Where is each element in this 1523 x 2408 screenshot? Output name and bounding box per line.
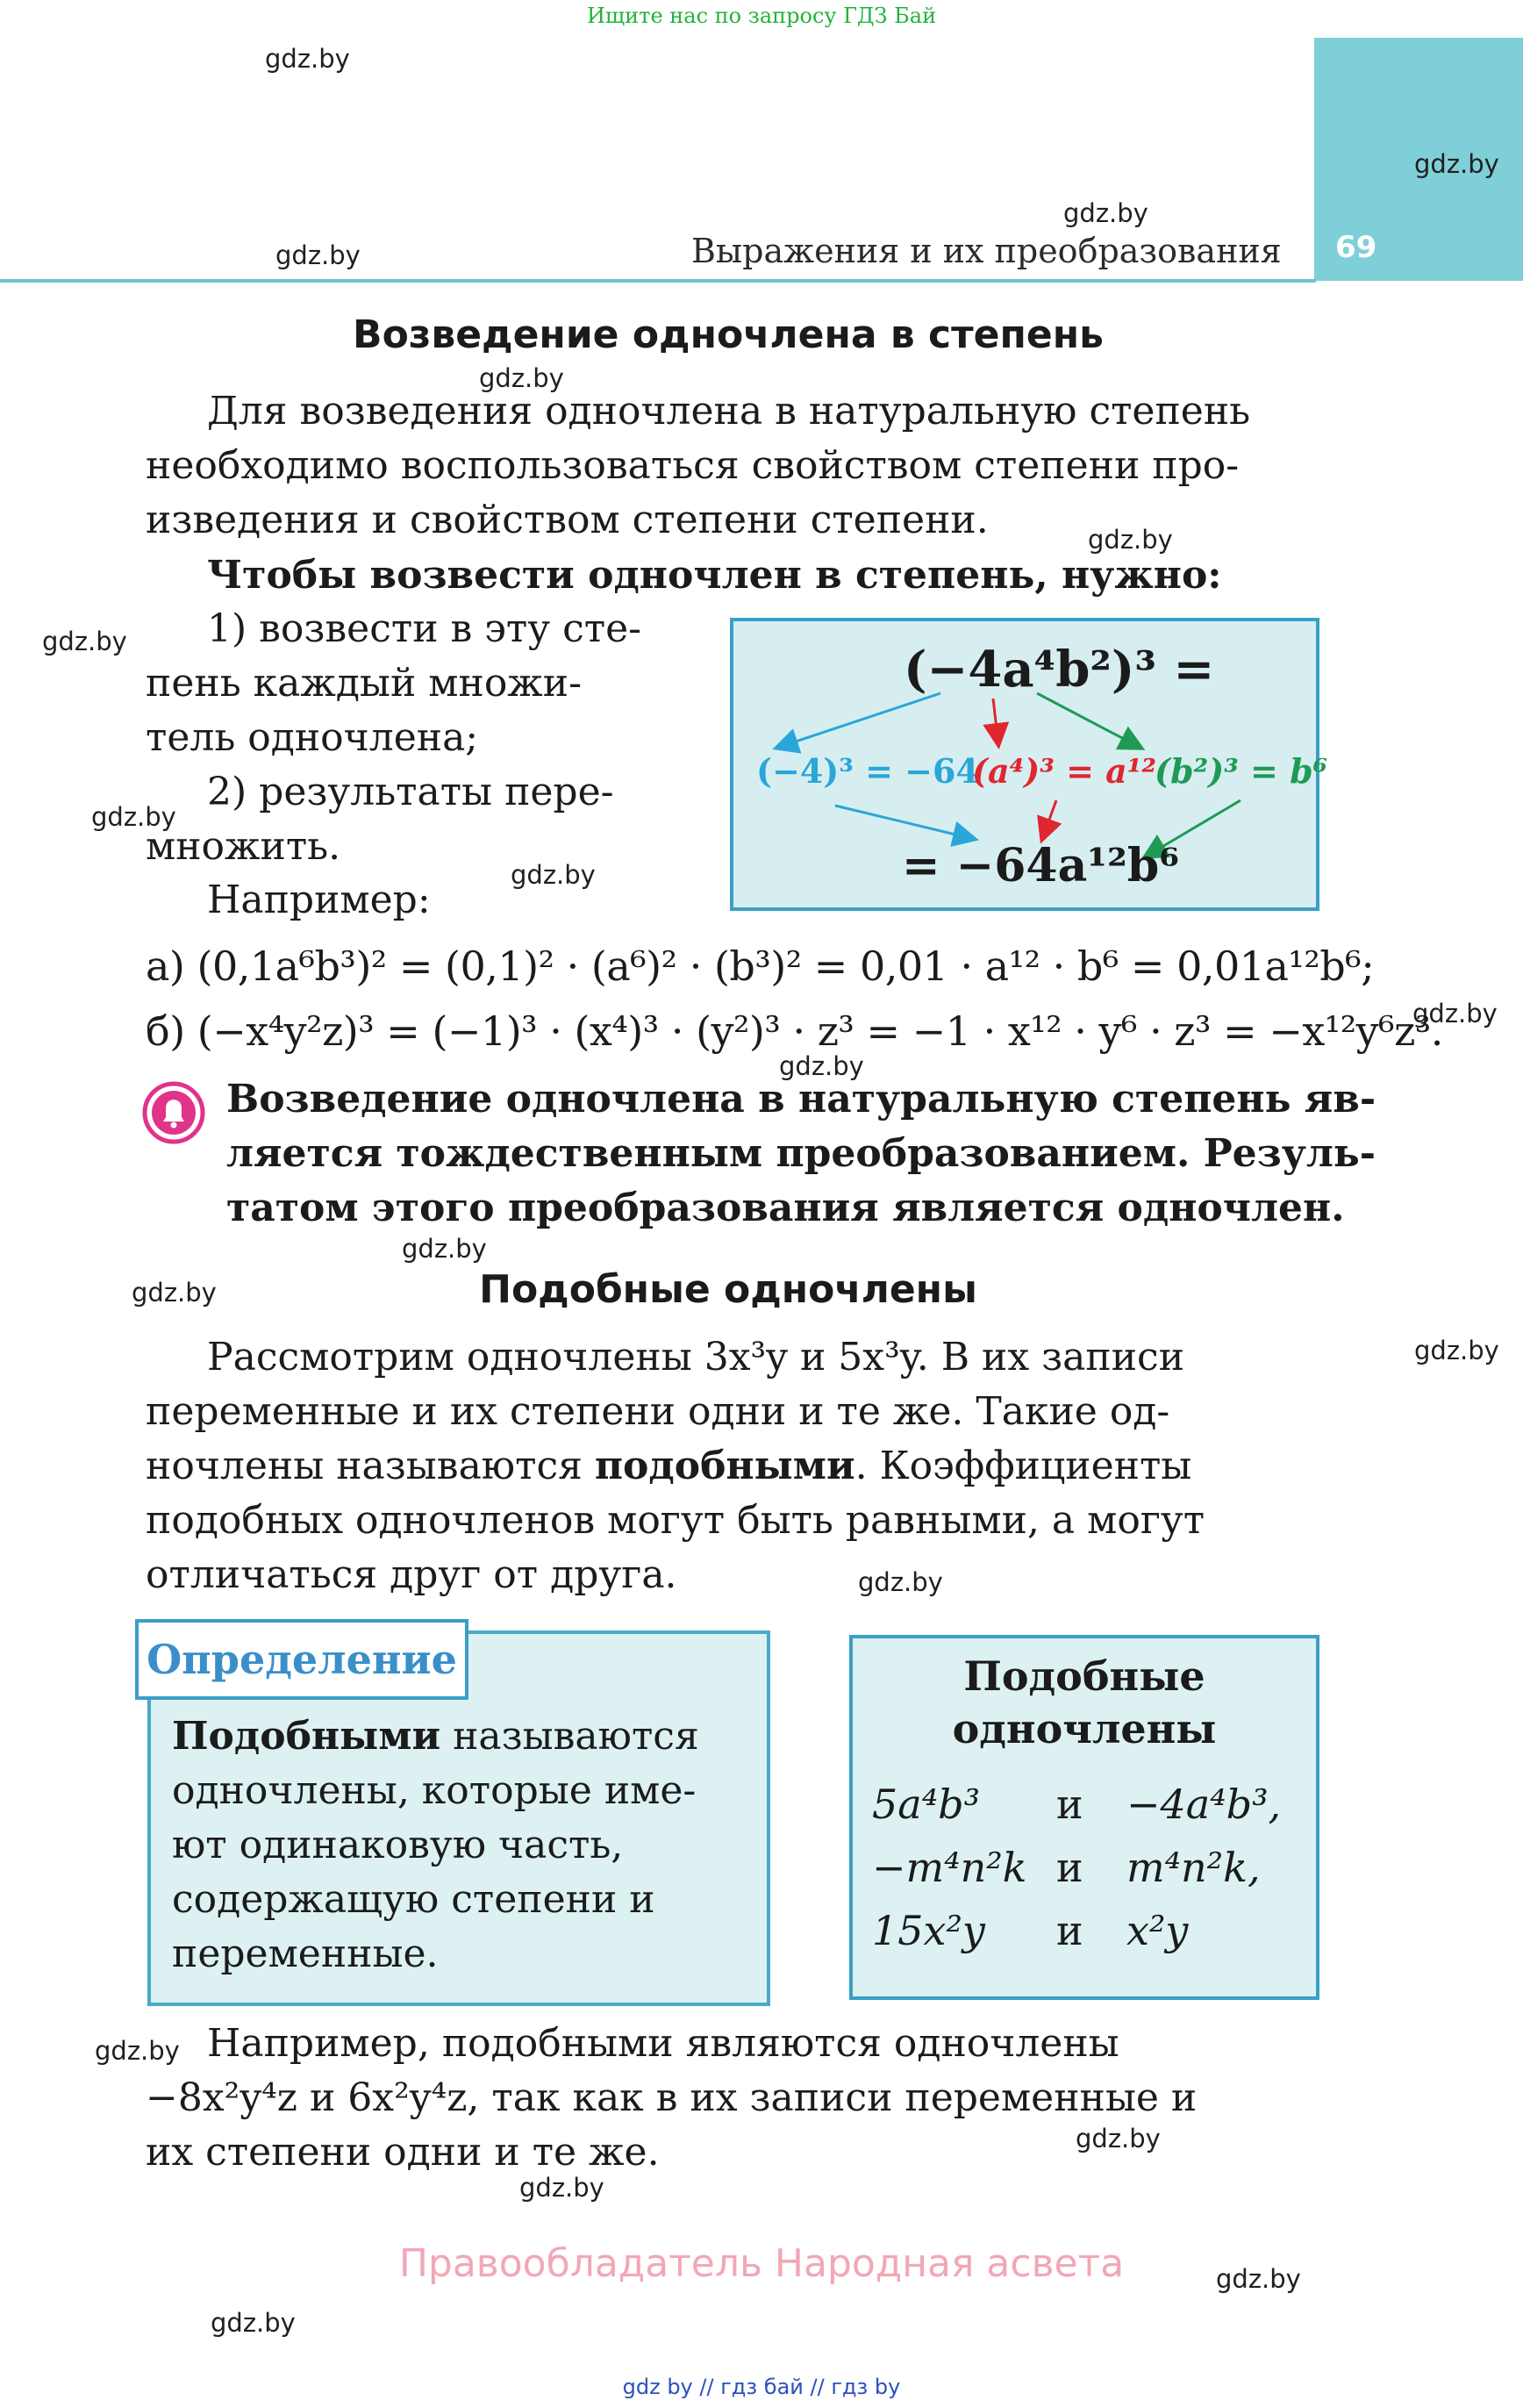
definition-line: Подобными называются	[172, 1714, 699, 1759]
similar-left: 5a⁴b³	[872, 1781, 981, 1828]
copyright-footer: Правообладатель Народная асвета	[398, 2241, 1125, 2286]
diagram-top-expr: (−4a⁴b²)³ =	[904, 641, 1215, 699]
step-line: пень каждый множи-	[146, 661, 582, 706]
similar-title-line: Подобные	[963, 1652, 1205, 1700]
bell-icon	[142, 1081, 205, 1144]
intro-line: необходимо воспользоваться свойством степени про-	[146, 443, 1240, 488]
watermark: gdz.by	[519, 2173, 604, 2203]
bold-term: Подобными	[172, 1714, 441, 1759]
diagram-left-expr: (−4)³ = −64	[756, 751, 979, 791]
section2-paragraph	[146, 1330, 1314, 1602]
watermark: gdz.by	[1414, 149, 1499, 179]
watermark: gdz.by	[275, 240, 361, 270]
closing-paragraph	[146, 2017, 1314, 2180]
intro-paragraph	[146, 384, 1314, 548]
diagram-right-expr: (b²)³ = b⁶	[1155, 751, 1328, 791]
diagram-result: = −64a¹²b⁶	[902, 839, 1179, 892]
step-line: множить.	[146, 824, 341, 869]
bottom-links[interactable]: gdz by // гдз бай // гдз by	[622, 2375, 901, 2399]
watermark: gdz.by	[1088, 525, 1173, 555]
note-line: татом этого преобразования является одночлен.	[226, 1186, 1345, 1230]
intro-line: Для возведения одночлена в натуральную степень	[207, 389, 1251, 434]
example-label: Например:	[207, 878, 431, 922]
watermark: gdz.by	[858, 1567, 943, 1597]
similar-row	[872, 1899, 1302, 1962]
similar-row	[872, 1773, 1302, 1836]
watermark: gdz.by	[1076, 2124, 1161, 2154]
watermark: gdz.by	[211, 2308, 296, 2338]
arrow-blue-up	[777, 693, 940, 748]
watermark: gdz.by	[1414, 1336, 1499, 1365]
note-line: ляется тождественным преобразованием. Резуль-	[226, 1131, 1376, 1176]
rule-heading: Чтобы возвести одночлен в степень, нужно:	[207, 553, 1222, 598]
watermark: gdz.by	[91, 802, 176, 832]
note-line: Возведение одночлена в натуральную степень яв-	[226, 1077, 1376, 1122]
closing-line: −8x²y⁴z и 6x²y⁴z, так как в их записи переменные и	[146, 2075, 1198, 2120]
definition-line: переменные.	[172, 1931, 439, 1976]
definition-line: содержащую степени и	[172, 1877, 655, 1922]
section2-line: переменные и их степени одни и те же. Такие од-	[146, 1389, 1170, 1434]
similar-right: m⁴n²k,	[1126, 1844, 1261, 1891]
rule-steps	[146, 602, 690, 874]
similar-left: −m⁴n²k	[872, 1844, 1027, 1891]
section2-line: подобных одночленов могут быть равными, а могут	[146, 1498, 1205, 1543]
watermark: gdz.by	[479, 363, 564, 393]
arrow-red-up	[993, 699, 998, 744]
arrow-green-up	[1037, 693, 1140, 748]
step-line: 2) результаты пере-	[207, 770, 614, 814]
watermark: gdz.by	[1216, 2264, 1301, 2294]
arrow-red-down	[1042, 800, 1056, 839]
similar-mid: и	[1056, 1907, 1083, 1954]
closing-line: их степени одни и те же.	[146, 2130, 660, 2175]
watermark: gdz.by	[95, 2036, 180, 2066]
watermark: gdz.by	[1412, 999, 1498, 1028]
running-header-title: Выражения и их преобразования	[691, 232, 1282, 270]
definition-line: одночлены, которые име-	[172, 1768, 697, 1813]
top-banner[interactable]: Ищите нас по запросу ГДЗ Бай	[586, 4, 937, 28]
page-number: 69	[1335, 230, 1377, 265]
watermark: gdz.by	[132, 1278, 217, 1308]
header-rule	[0, 279, 1316, 283]
definition-line: ют одинаковую часть,	[172, 1823, 624, 1867]
watermark: gdz.by	[402, 1234, 487, 1264]
section-title: Возведение одночлена в степень	[353, 312, 1104, 357]
step-line: 1) возвести в эту сте-	[207, 606, 642, 651]
similar-left: 15x²y	[872, 1907, 985, 1954]
example-b: б) (−x⁴y²z)³ = (−1)³ · (x⁴)³ · (y²)³ · z³ = −1 · x¹² · y⁶ · z³ = −x¹²y⁶z³.	[146, 1007, 1443, 1055]
similar-row	[872, 1836, 1302, 1899]
section2-title: Подобные одночлены	[479, 1267, 977, 1312]
similar-right: x²y	[1126, 1907, 1189, 1954]
example-a: а) (0,1a⁶b³)² = (0,1)² · (a⁶)² · (b³)² = 0,01 · a¹² · b⁶ = 0,01a¹²b⁶;	[146, 942, 1375, 990]
section2-line: отличаться друг от друга.	[146, 1552, 677, 1597]
similar-mid: и	[1056, 1844, 1083, 1891]
step-line: тель одночлена;	[146, 715, 479, 760]
closing-line: Например, подобными являются одночлены	[207, 2021, 1119, 2066]
similar-title-line: одночлены	[952, 1705, 1217, 1752]
bold-term: подобными	[594, 1444, 855, 1488]
watermark: gdz.by	[779, 1051, 864, 1081]
definition-text	[172, 1709, 744, 1982]
note-block	[226, 1072, 1376, 1236]
similar-right: −4a⁴b³,	[1126, 1781, 1282, 1828]
definition-label: Определение	[135, 1619, 468, 1700]
watermark: gdz.by	[1063, 198, 1148, 228]
similar-rows	[872, 1773, 1302, 1962]
watermark: gdz.by	[42, 627, 127, 656]
watermark: gdz.by	[511, 860, 596, 890]
similar-box-title	[849, 1650, 1319, 1755]
similar-mid: и	[1056, 1781, 1083, 1828]
section2-line: Рассмотрим одночлены 3x³y и 5x³y. В их записи	[207, 1335, 1185, 1380]
section2-line: ночлены называются подобными. Коэффициенты	[146, 1444, 1192, 1488]
intro-line: изведения и свойством степени степени.	[146, 498, 989, 542]
arrow-blue-down	[835, 806, 974, 839]
diagram-mid-expr: (a⁴)³ = a¹²	[972, 751, 1157, 791]
watermark: gdz.by	[265, 44, 350, 74]
